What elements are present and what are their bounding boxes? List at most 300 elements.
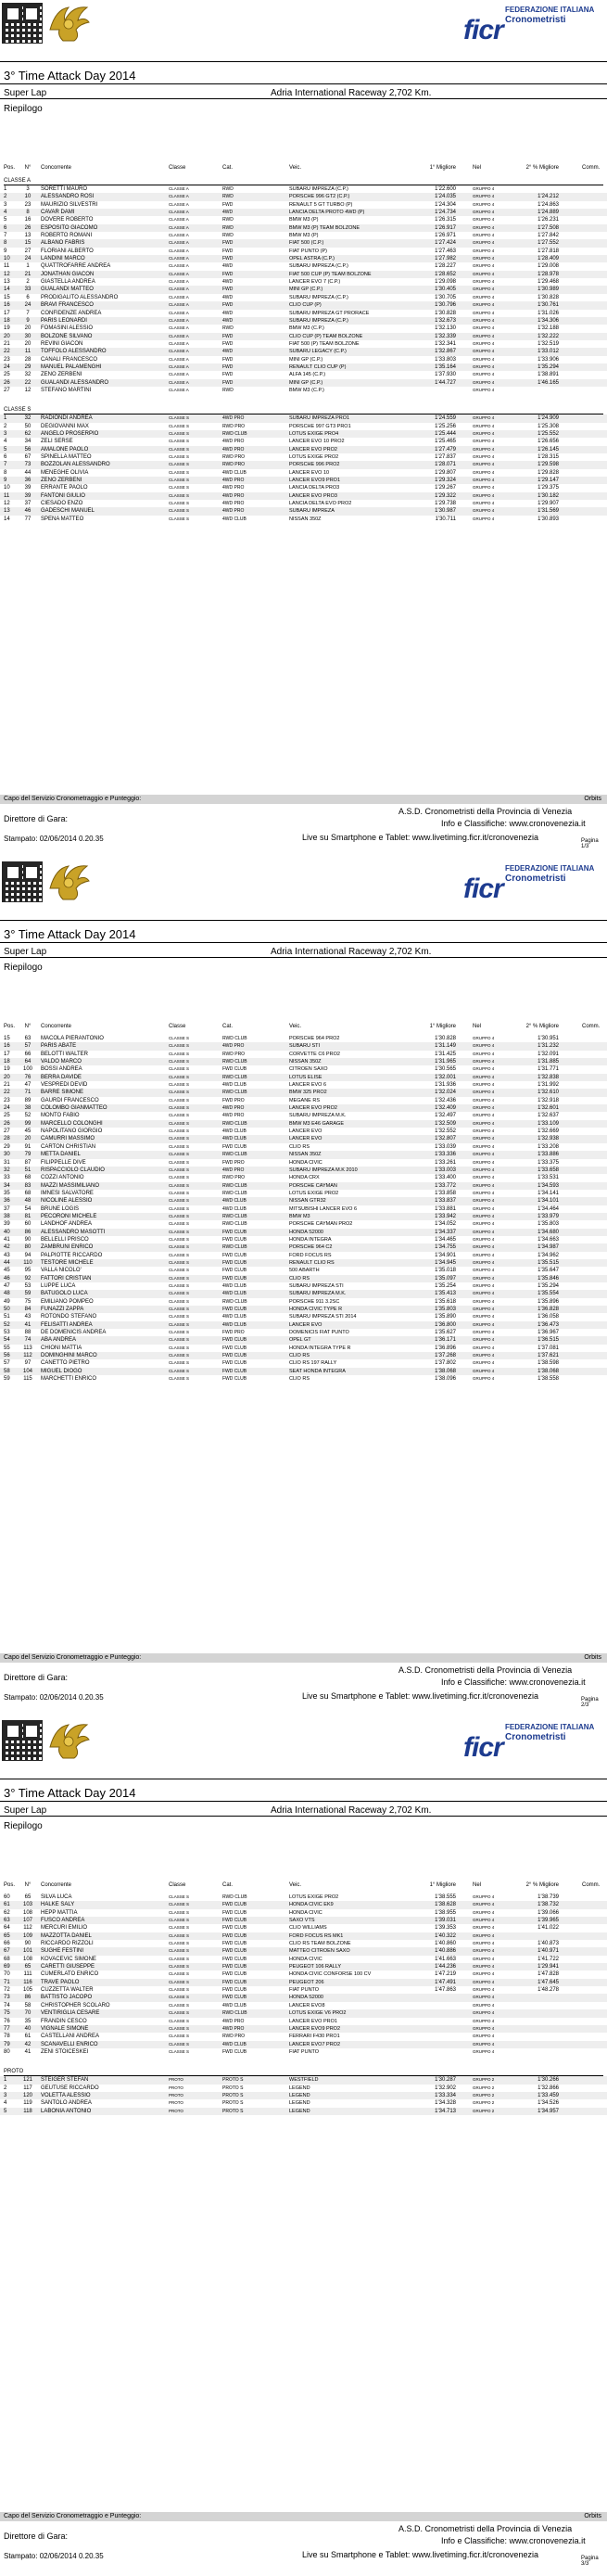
cell-vehicle: PORSCHE 996 GT2 (C.P.) <box>289 194 350 200</box>
cell-nr: 111 <box>23 1971 32 1978</box>
cell-group: GRUPPO 4 <box>473 317 495 323</box>
table-row <box>0 1336 607 1344</box>
cell-class: CLASSE S <box>169 1244 190 1250</box>
cell-name: DOMINGHINI MARCO <box>41 1353 97 1359</box>
cell-second: 1'32.601 <box>537 1105 559 1112</box>
cell-name: ALESSANDRO MASOTTI <box>41 1229 106 1235</box>
table-row <box>0 1901 607 1908</box>
cell-name: VALDO MARCO <box>41 1059 82 1065</box>
cell-pos: 57 <box>4 1360 10 1367</box>
cell-vehicle: LANCER EVO7 PRO2 <box>289 2041 341 2047</box>
cell-nr: 113 <box>23 1345 32 1351</box>
track-name: Adria International Raceway 2,702 Km. <box>271 947 432 957</box>
table-row <box>0 1979 607 1986</box>
cell-second: 1'32.838 <box>537 1074 559 1080</box>
cell-cat: FWD CLUB <box>222 2048 247 2055</box>
cell-group: GRUPPO 4 <box>473 1932 495 1938</box>
table-row <box>0 477 607 484</box>
cell-pos: 2 <box>4 2085 7 2091</box>
cell-nr: 60 <box>24 1221 32 1228</box>
ficr-logo: ficr <box>463 15 503 45</box>
cell-group: GRUPPO 2 <box>473 2100 495 2106</box>
cell-name: CAMURRI MASSIMO <box>41 1136 95 1142</box>
table-row <box>0 1074 607 1081</box>
cell-group: GRUPPO 2 <box>473 2092 495 2098</box>
cell-vehicle: CLIO CUP (P) TEAM BOLZONE <box>289 333 363 339</box>
cell-cat: 4WD CLUB <box>222 1283 247 1289</box>
cell-class: CLASSE S <box>169 1036 190 1040</box>
cell-best: 1'22.600 <box>435 186 456 192</box>
print-timestamp: Stampato: 02/06/2014 0.20.35 <box>4 2552 104 2560</box>
cell-class: CLASSE S <box>169 492 190 498</box>
cell-second: 1'27.552 <box>537 240 559 247</box>
cell-cat: 4WD <box>222 349 234 355</box>
cell-name: DOVERE ROBERTO <box>41 217 94 223</box>
cell-name: MAZZI MASSIMILIANO <box>41 1182 100 1189</box>
cell-class: CLASSE A <box>169 302 189 308</box>
cell-name: COZZI ANTONIO <box>41 1175 84 1181</box>
cell-class: CLASSE S <box>169 508 190 514</box>
qr-code-icon <box>2 861 43 902</box>
info-link[interactable]: Info e Classifiche: www.cronovenezia.it <box>441 819 586 828</box>
cell-best: 1'35.890 <box>435 1314 456 1320</box>
cell-second: 1'36.515 <box>537 1337 559 1344</box>
cell-class: CLASSE A <box>169 233 189 238</box>
cell-nr: 30 <box>24 333 32 339</box>
cell-class: CLASSE S <box>169 1259 190 1265</box>
cell-name: NICOLINE ALESSIO <box>41 1198 93 1205</box>
table-row <box>0 1275 607 1282</box>
group-header <box>0 176 607 185</box>
cell-best: 1'34.052 <box>435 1221 456 1228</box>
cell-cat: FWD CLUB <box>222 1066 247 1073</box>
cell-second: 1'47.645 <box>537 1979 559 1985</box>
cell-vehicle: HONDA CIVIC <box>289 1956 322 1962</box>
cell-nr: 39 <box>24 485 32 491</box>
cell-name: ROTONDO STEFANO <box>41 1314 97 1320</box>
orbits-label: Orbits <box>584 796 601 802</box>
cell-cat: 4WD PRO <box>222 501 245 507</box>
info-link[interactable]: Info e Classifiche: www.cronovenezia.it <box>441 1677 586 1687</box>
cell-second: 1'40.873 <box>537 1941 559 1947</box>
cell-nr: 101 <box>22 1948 32 1955</box>
cell-cat: FWD <box>222 248 234 254</box>
cell-group: GRUPPO 4 <box>473 263 495 269</box>
table-row <box>0 1135 607 1142</box>
cell-class: PROTO <box>169 2108 183 2113</box>
cell-second: 1'36.967 <box>537 1330 559 1336</box>
group-label: CLASSE A <box>4 178 32 184</box>
cell-best: 1'36.171 <box>435 1337 456 1344</box>
cell-nr: 91 <box>24 1143 32 1150</box>
livetiming-link[interactable]: Live su Smartphone e Tablet: www.livetiming.ficr.it/cronovenezia <box>302 833 538 842</box>
cell-nr: 42 <box>24 2041 32 2047</box>
cell-class: CLASSE S <box>169 423 190 428</box>
table-row <box>0 340 607 348</box>
cell-best: 1'25.465 <box>435 439 456 445</box>
cell-second: 1'24.889 <box>537 210 559 216</box>
cell-class: CLASSE S <box>169 446 190 452</box>
cell-pos: 29 <box>4 1143 10 1150</box>
cell-nr: 24 <box>24 256 32 262</box>
col-comm: Comm. <box>582 1024 601 1029</box>
table-row <box>0 1213 607 1220</box>
cell-group: GRUPPO 4 <box>473 340 495 346</box>
cell-second: 1'38.558 <box>537 1376 559 1383</box>
cell-name: BELLELLI PRISCO <box>41 1236 89 1243</box>
cell-name: MONTO FABIO <box>41 1113 80 1119</box>
cell-second: 1'34.957 <box>537 2108 559 2114</box>
cell-group: GRUPPO 4 <box>473 233 495 238</box>
cell-nr: 41 <box>24 2048 32 2055</box>
cell-cat: FWD CLUB <box>222 1941 247 1947</box>
cell-nr: 94 <box>24 1252 32 1258</box>
table-row <box>0 1947 607 1955</box>
cell-cat: 4WD PRO <box>222 439 245 445</box>
table-row <box>0 1167 607 1174</box>
cell-nr: 103 <box>22 1902 32 1908</box>
cell-class: CLASSE S <box>169 1314 190 1320</box>
column-headers <box>0 1024 607 1031</box>
cell-class: CLASSE S <box>169 2025 190 2031</box>
organizer-name: A.S.D. Cronometristi della Provincia di Venezia <box>398 807 573 816</box>
cell-best: 1'32.024 <box>435 1090 456 1096</box>
cell-group: GRUPPO 4 <box>473 430 495 436</box>
cell-group: GRUPPO 4 <box>473 1143 495 1149</box>
cell-class: CLASSE S <box>169 1175 190 1180</box>
cell-group: GRUPPO 4 <box>473 1353 495 1358</box>
cell-pos: 6 <box>4 224 7 231</box>
cell-name: ZENI STOICESKEI <box>41 2048 89 2055</box>
cell-nr: 7 <box>26 310 30 316</box>
cell-vehicle: SUBARU STI <box>289 1043 321 1050</box>
cell-best: 1'47.219 <box>435 1971 456 1978</box>
cell-name: GUALANDI ALESSANDRO <box>41 379 109 386</box>
cell-vehicle: CLIO RS <box>289 1143 310 1150</box>
table-row <box>0 2048 607 2056</box>
col-second: 2° % Migliore <box>525 1882 559 1888</box>
cell-nr: 57 <box>24 1043 32 1050</box>
cell-pos: 48 <box>4 1291 10 1297</box>
cell-pos: 77 <box>4 2025 10 2032</box>
cell-nr: 108 <box>22 1909 32 1916</box>
cell-name: BRUNE LOGIS <box>41 1205 80 1212</box>
cell-cat: RWD CLUB <box>222 1298 247 1305</box>
cell-name: AMALONE PAOLO <box>41 446 89 453</box>
cell-nr: 79 <box>24 1152 32 1158</box>
cell-vehicle: SUBARU IMPREZA <box>289 508 335 515</box>
cell-group: GRUPPO 4 <box>473 1043 495 1049</box>
livetiming-link[interactable]: Live su Smartphone e Tablet: www.livetiming.ficr.it/cronovenezia <box>302 1691 538 1701</box>
cell-name: CIESADO ENZO <box>41 501 83 507</box>
cell-best: 1'38.068 <box>435 1368 456 1374</box>
cell-vehicle: LANCER EVO PRO2 <box>289 1105 337 1112</box>
col-best: 1° Migliore <box>429 1024 456 1029</box>
cell-vehicle: BMW M3 (C.P.) <box>289 387 324 393</box>
cell-best: 1'31.965 <box>435 1059 456 1065</box>
cell-pos: 22 <box>4 349 10 355</box>
cell-group: GRUPPO 4 <box>473 1051 495 1056</box>
cell-pos: 70 <box>4 1971 10 1978</box>
session-name: Super Lap <box>4 1805 47 1816</box>
cell-name: LANDINI MARCO <box>41 256 85 262</box>
cell-nr: 36 <box>24 478 32 484</box>
service-chief-label: Capo del Servizio Cronometraggio e Punteggio: <box>4 1654 142 1661</box>
cell-vehicle: RENAULT CLIO CUP (P) <box>289 363 347 370</box>
cell-name: RICCARDO RIZZOLI <box>41 1941 94 1947</box>
cell-pos: 10 <box>4 485 10 491</box>
cell-pos: 9 <box>4 248 7 254</box>
cell-pos: 4 <box>4 2100 7 2107</box>
cell-class: CLASSE S <box>169 2034 190 2039</box>
cell-cat: FWD CLUB <box>222 1948 247 1955</box>
cell-cat: RWD <box>222 217 234 223</box>
cell-second: 1'48.278 <box>537 1987 559 1994</box>
cell-vehicle: SUBARU IMPREZA M.K 2010 <box>289 1167 358 1173</box>
cell-cat: FWD CLUB <box>222 1353 247 1359</box>
cell-group: GRUPPO 4 <box>473 2002 495 2008</box>
col-name: Concorrente <box>41 165 72 171</box>
cell-nr: 34 <box>24 439 32 445</box>
cell-name: SUGHE FESTINI <box>41 1948 84 1955</box>
cell-best: 1'34.713 <box>435 2108 456 2114</box>
cell-name: FANTONI GIULIO <box>41 492 85 499</box>
cell-vehicle: LANCER EVO <box>289 1321 322 1328</box>
cell-name: SCANAVELLI ENRICO <box>41 2041 98 2047</box>
cell-class: CLASSE A <box>169 224 189 230</box>
cell-class: CLASSE S <box>169 1353 190 1358</box>
cell-pos: 4 <box>4 210 7 216</box>
cell-second: 1'47.828 <box>537 1971 559 1978</box>
cell-class: CLASSE A <box>169 340 189 346</box>
cell-nr: 81 <box>24 1213 32 1219</box>
cell-class: CLASSE A <box>169 356 189 362</box>
cell-best: 1'33.336 <box>435 1152 456 1158</box>
table-row <box>0 1035 607 1042</box>
cell-class: CLASSE S <box>169 1894 190 1899</box>
cell-group: GRUPPO 4 <box>473 1113 495 1118</box>
cell-cat: FWD CLUB <box>222 1275 247 1282</box>
cell-cat: PROTO S <box>222 2077 244 2084</box>
table-row <box>0 1252 607 1259</box>
cell-pos: 43 <box>4 1252 10 1258</box>
ficr-cronometristi: Cronometristi <box>505 874 566 884</box>
cell-second: 1'36.058 <box>537 1314 559 1320</box>
cell-best: 1'32.509 <box>435 1120 456 1127</box>
table-row <box>0 1143 607 1151</box>
session-name: Super Lap <box>4 947 47 957</box>
cell-second: 1'28.978 <box>537 271 559 277</box>
cell-group: GRUPPO 4 <box>473 454 495 459</box>
cell-class: CLASSE A <box>169 217 189 223</box>
col-group: Nel <box>473 1024 482 1029</box>
cell-group: GRUPPO 4 <box>473 1036 495 1040</box>
cell-best: 1'33.039 <box>435 1143 456 1150</box>
cell-class: CLASSE A <box>169 263 189 269</box>
cell-best: 1'27.982 <box>435 256 456 262</box>
cell-pos: 22 <box>4 1090 10 1096</box>
cell-second: 1'28.315 <box>537 454 559 460</box>
print-timestamp: Stampato: 02/06/2014 0.20.35 <box>4 835 104 843</box>
cell-cat: 4WD CLUB <box>222 516 247 522</box>
cell-second: 1'29.468 <box>537 279 559 286</box>
table-row <box>0 262 607 270</box>
cell-cat: FWD <box>222 379 234 386</box>
cell-best: 1'33.881 <box>435 1205 456 1212</box>
cell-vehicle: SUBARU IMPREZA GT PRORACE <box>289 310 370 316</box>
table-row <box>0 2108 607 2115</box>
cell-cat: FWD <box>222 302 234 309</box>
cell-class: CLASSE A <box>169 186 189 191</box>
cell-cat: FWD CLUB <box>222 1345 247 1351</box>
cell-group: GRUPPO 2 <box>473 2077 495 2083</box>
cell-group: GRUPPO 4 <box>473 224 495 230</box>
cell-best: 1'24.734 <box>435 210 456 216</box>
cell-pos: 64 <box>4 1925 10 1932</box>
cell-name: BOZZOLAN ALESSANDRO <box>41 462 110 468</box>
divider <box>0 920 607 921</box>
cell-pos: 20 <box>4 333 10 339</box>
cell-vehicle: FORD FOCUS RS <box>289 1252 332 1258</box>
table-row <box>0 2018 607 2025</box>
table-row <box>0 1065 607 1073</box>
cell-group: GRUPPO 4 <box>473 1198 495 1204</box>
cell-group: GRUPPO 4 <box>473 1321 495 1327</box>
cell-cat: 4WD CLUB <box>222 1291 247 1297</box>
cell-cat: FWD CLUB <box>222 1252 247 1258</box>
cell-best: 1'34.945 <box>435 1259 456 1266</box>
cell-cat: RWD <box>222 233 234 239</box>
cell-group: GRUPPO 4 <box>473 379 495 385</box>
table-row <box>0 1313 607 1320</box>
table-row <box>0 1894 607 1901</box>
cell-group: GRUPPO 4 <box>473 186 495 191</box>
cell-pos: 9 <box>4 478 7 484</box>
cell-name: TOFFOLO ALESSANDRO <box>41 349 107 355</box>
cell-nr: 35 <box>24 2018 32 2024</box>
cell-class: CLASSE A <box>169 201 189 207</box>
cell-vehicle: OPEL ASTRA (C.P.) <box>289 256 335 262</box>
cell-class: CLASSE S <box>169 1337 190 1343</box>
cell-vehicle: NISSAN GTR32 <box>289 1198 326 1205</box>
page-header <box>0 859 607 916</box>
table-row <box>0 1097 607 1104</box>
cell-name: MACOLA PIERANTONIO <box>41 1036 104 1041</box>
table-row <box>0 1924 607 1932</box>
table-row <box>0 325 607 332</box>
cell-class: CLASSE S <box>169 1252 190 1257</box>
cell-nr: 38 <box>24 1105 32 1112</box>
cell-nr: 70 <box>24 2010 32 2017</box>
cell-group: GRUPPO 4 <box>473 1948 495 1954</box>
cell-pos: 76 <box>4 2018 10 2024</box>
cell-best: 1'44.727 <box>435 379 456 386</box>
cell-best: 1'37.802 <box>435 1360 456 1367</box>
cell-nr: 13 <box>24 233 32 239</box>
table-row <box>0 1970 607 1978</box>
cell-second: 1'25.308 <box>537 423 559 429</box>
cell-nr: 3 <box>26 186 30 192</box>
cell-name: GUALANDI MATTEO <box>41 287 94 293</box>
cell-cat: 4WD <box>222 317 234 324</box>
cell-class: CLASSE A <box>169 317 189 323</box>
cell-second: 1'33.658 <box>537 1167 559 1173</box>
cell-vehicle: FERRARI F430 PRO1 <box>289 2034 340 2040</box>
table-row <box>0 1368 607 1375</box>
cell-name: BRAVI FRANCESCO <box>41 302 94 309</box>
cell-cat: RWD CLUB <box>222 1894 247 1900</box>
qr-code-icon <box>2 1720 43 1761</box>
cell-best: 1'25.256 <box>435 423 456 429</box>
cell-name: VENTIRIGLIA CESARE <box>41 2010 100 2017</box>
cell-cat: FWD CLUB <box>222 1979 247 1985</box>
ficr-cronometristi: Cronometristi <box>505 1732 566 1742</box>
col-cat: Cat. <box>222 1882 234 1888</box>
cell-pos: 36 <box>4 1198 10 1205</box>
cell-class: CLASSE A <box>169 379 189 385</box>
cell-pos: 38 <box>4 1213 10 1219</box>
cell-nr: 67 <box>24 454 32 460</box>
cell-pos: 17 <box>4 1051 10 1057</box>
cell-group: GRUPPO 4 <box>473 1175 495 1180</box>
cell-group: GRUPPO 4 <box>473 1918 495 1923</box>
cell-cat: 4WD CLUB <box>222 1136 247 1142</box>
cell-nr: 86 <box>24 1995 32 2001</box>
cell-name: EMILIANO POMPEO <box>41 1298 94 1305</box>
cell-cat: 4WD PRO <box>222 478 245 484</box>
cell-name: VESPREDI DEVID <box>41 1082 88 1089</box>
cell-class: CLASSE S <box>169 1129 190 1134</box>
cell-nr: 50 <box>24 423 32 429</box>
cell-group: GRUPPO 4 <box>473 478 495 483</box>
cell-name: VOLETTA ALESSIO <box>41 2092 91 2098</box>
cell-vehicle: LOTUS EXIGE PRO2 <box>289 1894 339 1900</box>
cell-pos: 20 <box>4 1074 10 1080</box>
cell-second: 1'38.732 <box>537 1902 559 1908</box>
cell-name: LABONIA ANTONIO <box>41 2108 92 2114</box>
table-row <box>0 2099 607 2107</box>
col-pos: Pos. <box>4 165 16 171</box>
cell-vehicle: LANCER EVO PRO1 <box>289 2018 337 2024</box>
cell-name: CARTON CHRISTIAN <box>41 1143 96 1150</box>
table-row <box>0 239 607 247</box>
cell-cat: 4WD PRO <box>222 1167 245 1173</box>
cell-best: 1'30.287 <box>435 2077 456 2084</box>
cell-vehicle: CLIO WILLIAMS <box>289 1925 327 1932</box>
cell-cat: FWD CLUB <box>222 1987 247 1994</box>
cell-group: GRUPPO 4 <box>473 310 495 315</box>
cell-second: 1'36.473 <box>537 1321 559 1328</box>
cell-group: GRUPPO 4 <box>473 1252 495 1257</box>
ficr-federation-name: FEDERAZIONE ITALIANA <box>505 1723 595 1731</box>
livetiming-link[interactable]: Live su Smartphone e Tablet: www.livetiming.ficr.it/cronovenezia <box>302 2550 538 2559</box>
cell-cat: RWD <box>222 224 234 231</box>
info-link[interactable]: Info e Classifiche: www.cronovenezia.it <box>441 2536 586 2545</box>
cell-cat: RWD PRO <box>222 423 246 429</box>
cell-vehicle: HONDA CIVIC <box>289 1909 322 1916</box>
cell-class: CLASSE S <box>169 1376 190 1382</box>
cell-vehicle: CLIO CUP (P) <box>289 302 322 309</box>
cell-class: CLASSE A <box>169 248 189 253</box>
cell-pos: 60 <box>4 1894 10 1900</box>
cell-class: CLASSE S <box>169 430 190 436</box>
results-table <box>0 1035 607 1383</box>
cell-cat: FWD CLUB <box>222 1902 247 1908</box>
table-row <box>0 193 607 200</box>
cell-vehicle: LANCER EVO PRO3 <box>289 492 337 499</box>
cell-group: GRUPPO 4 <box>473 1120 495 1126</box>
cell-vehicle: SUBARU IMPREZA (C.P.) <box>289 263 348 270</box>
